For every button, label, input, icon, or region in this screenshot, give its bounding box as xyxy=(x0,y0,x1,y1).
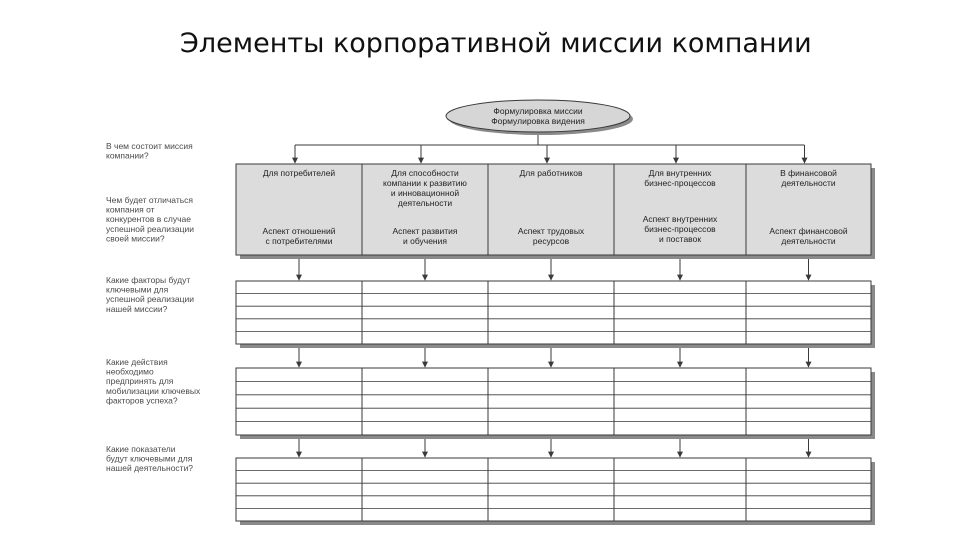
column-title-line: и инновационной xyxy=(390,188,460,198)
question-label-line: В чем состоит миссия xyxy=(106,141,193,151)
question-label-line: необходимо xyxy=(106,366,154,377)
column-title-line: бизнес-процессов xyxy=(644,178,716,188)
question-label-line: мобилизации ключевых xyxy=(106,385,201,396)
column-title-line: Для способности xyxy=(391,168,459,178)
column-title xyxy=(644,168,716,188)
empty-grid xyxy=(236,368,871,435)
column-title-line: Для работников xyxy=(519,168,583,178)
question-label-line: будут ключевыми для xyxy=(106,453,193,464)
question-label-line: Какие факторы будут xyxy=(106,275,191,285)
column-aspect xyxy=(263,226,336,246)
column-aspect-line: Аспект отношений xyxy=(262,226,336,236)
question-label-line: успешной реализации xyxy=(106,294,194,305)
column-aspect-line: ресурсов xyxy=(532,236,570,246)
column-title-line: Для внутренних xyxy=(648,168,712,178)
question-label xyxy=(106,195,194,243)
mission-oval-text-line: Формулировка видения xyxy=(491,116,585,126)
column-title-line: деятельности xyxy=(781,178,836,188)
mission-oval-text xyxy=(491,106,585,126)
column-aspect-line: Аспект внутренних xyxy=(642,214,718,224)
aspect-header-table xyxy=(236,164,875,259)
empty-grids xyxy=(236,281,875,525)
question-label-line: успешной реализации xyxy=(106,223,194,234)
question-label-line: конкурентов в случае xyxy=(106,214,191,225)
question-label-line: Чем будет отличаться xyxy=(106,195,194,205)
question-label-line: компании? xyxy=(106,150,149,161)
question-label-line: компания от xyxy=(106,204,155,215)
question-label xyxy=(106,275,194,314)
column-aspect-line: и поставок xyxy=(658,234,702,244)
column-title xyxy=(263,168,336,178)
column-title-line: компании к развитию xyxy=(383,178,467,188)
column-aspect-line: деятельности xyxy=(781,236,836,246)
question-label xyxy=(106,444,193,473)
question-labels xyxy=(106,141,201,473)
question-label-line: нашей миссии? xyxy=(106,303,168,314)
column-title-line: В финансовой xyxy=(780,168,837,178)
question-label-line: предпринять для xyxy=(106,376,174,387)
question-label-line: Какие действия xyxy=(106,357,168,367)
question-label-line: нашей деятельности? xyxy=(106,463,194,474)
question-label-line: факторов успеха? xyxy=(106,395,178,406)
column-aspect-line: Аспект трудовых xyxy=(517,226,585,236)
column-aspect-line: Аспект финансовой xyxy=(769,226,848,236)
question-label-line: своей миссии? xyxy=(106,233,165,244)
column-aspect-line: бизнес-процессов xyxy=(644,224,716,234)
column-title xyxy=(520,168,583,178)
column-title xyxy=(780,168,837,188)
question-label xyxy=(106,141,193,161)
column-aspect-line: и обучения xyxy=(403,236,447,246)
column-aspect-line: с потребителями xyxy=(265,236,333,246)
question-label-line: ключевыми для xyxy=(106,284,169,295)
column-title-line: деятельности xyxy=(397,198,453,208)
column-title-line: Для потребителей xyxy=(262,168,336,178)
empty-grid xyxy=(236,458,871,521)
mission-oval-text-line: Формулировка миссии xyxy=(493,106,583,116)
column-aspect-line: Аспект развития xyxy=(392,226,458,236)
empty-grid xyxy=(236,281,871,344)
page-title: Элементы корпоративной миссии компании xyxy=(180,28,812,59)
mission-oval-group xyxy=(446,100,633,135)
question-label-line: Какие показатели xyxy=(106,444,176,454)
question-label xyxy=(106,357,201,405)
